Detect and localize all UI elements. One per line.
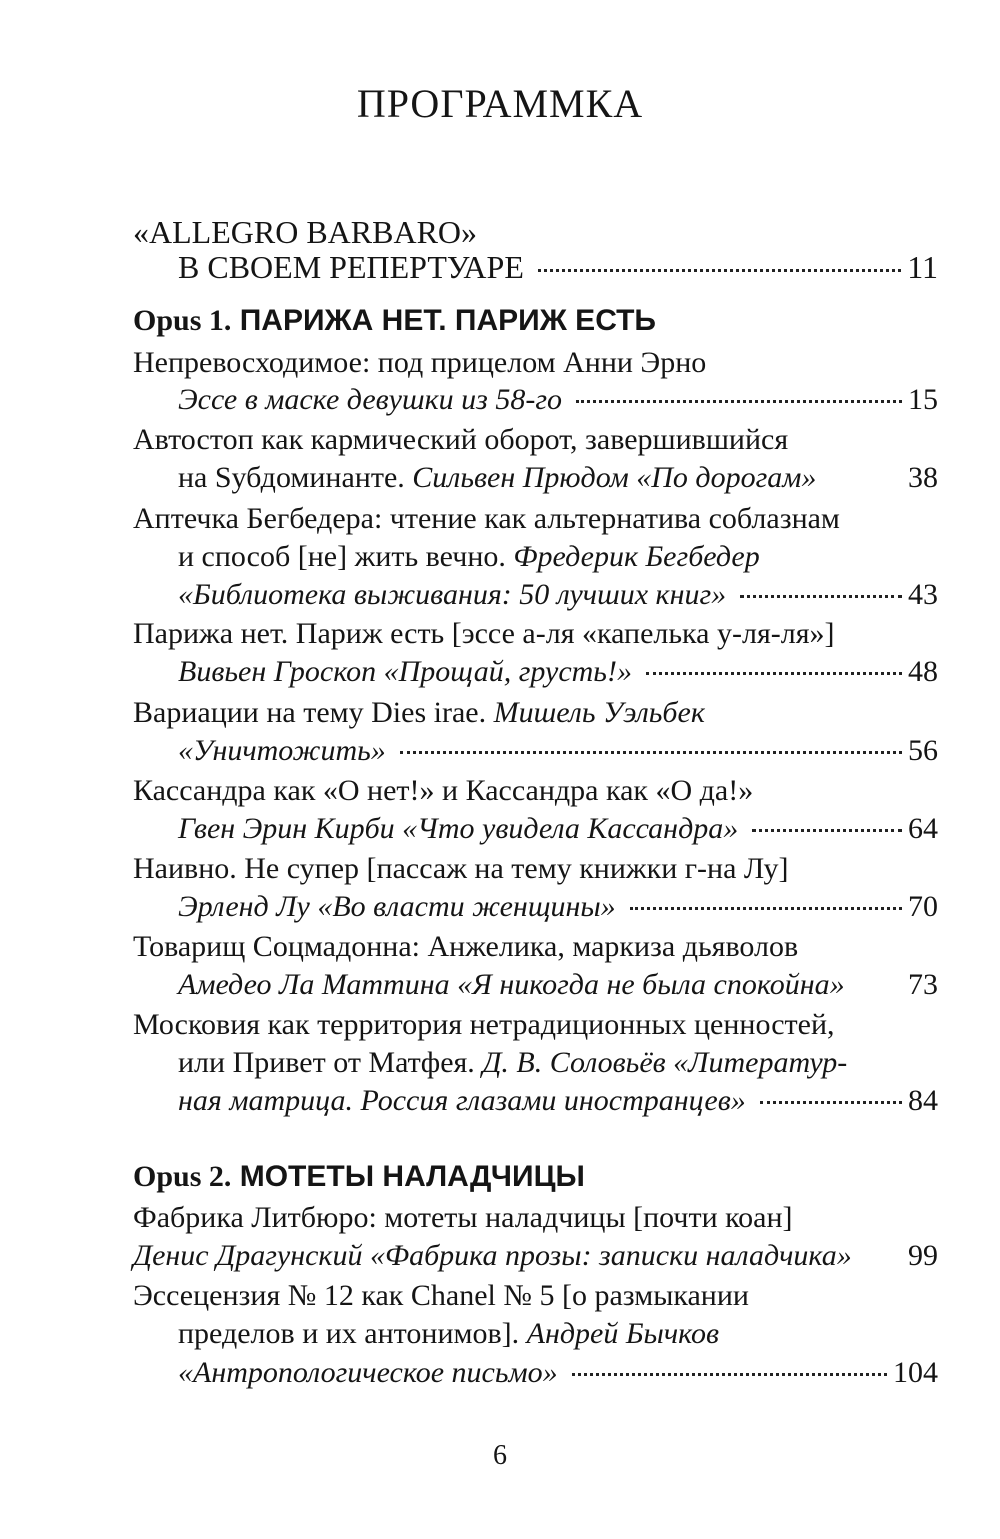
page-number: 99 [908,1239,938,1272]
entry-title-cont: или Привет от Матфея. [178,1046,475,1079]
page-number: 70 [908,890,938,923]
opus-1-heading [133,301,656,341]
toc-intro-line-2 [178,247,938,287]
toc-entry-line [178,380,938,420]
toc-entry-line [178,1353,938,1393]
toc-entry-line [178,652,938,692]
entry-author-work: Гвен Эрин Кирби «Что увидела Кассандра» [178,812,739,845]
toc-entry-line [133,771,938,811]
entry-work: ная матрица. Россия глазами иностранцев» [178,1084,746,1117]
entry-title: Кассандра как «О нет!» и Кассандра как «О да!» [133,774,754,807]
toc-entry-line [178,1043,938,1083]
page-number: 48 [908,655,938,688]
dot-leader [572,1373,887,1376]
opus-2-heading [133,1157,585,1197]
entry-title: Эссецензия № 12 как Chanel № 5 [о размыкании [133,1279,749,1312]
page-number: 84 [908,1084,938,1117]
toc-entry-line [178,1081,938,1121]
entry-title: Товарищ Соцмадонна: Анжелика, маркиза дьяволов [133,930,799,963]
entry-title: Вариации на тему Dies irae. [133,696,487,729]
toc-entry-line [133,614,938,654]
toc-entry-line [133,1236,938,1276]
toc-entry-line [178,731,938,771]
toc-entry-line [178,1314,938,1354]
page-number: 73 [908,968,938,1001]
entry-title-cont: и способ [не] жить вечно. [178,540,506,573]
entry-author-work: Эссе в маске девушки из 58-го [178,383,563,416]
toc-entry-line [178,458,938,498]
entry-author-work: Сильвен Прюдом «По дорогам» [412,461,817,494]
entry-title: Фабрика Литбюро: мотеты наладчицы [почти коан] [133,1201,793,1234]
opus-1-title: ПАРИЖА НЕТ. ПАРИЖ ЕСТЬ [239,304,656,337]
dot-leader [400,751,902,754]
opus-2-label: Opus 2. [133,1160,232,1193]
dot-leader [740,595,902,598]
page-folio-number: 6 [493,1440,507,1471]
toc-intro-title: «ALLEGRO BARBARO» [133,214,478,250]
entry-author: Мишель Уэльбек [493,696,705,729]
entry-title: Парижа нет. Париж есть [эссе а-ля «капелька у-ля-ля»] [133,617,835,650]
entry-title: Аптечка Бегбедера: чтение как альтернатива соблазнам [133,502,840,535]
entry-work: «Антропологическое письмо» [178,1356,558,1389]
entry-title-cont: на Sубдоминанте. [178,461,405,494]
toc-entry-line [133,499,938,539]
toc-entry-line [133,420,938,460]
opus-2-title: МОТЕТЫ НАЛАДЧИЦЫ [239,1160,585,1193]
toc-entry-line [178,537,938,577]
dot-leader [630,907,902,910]
dot-leader [752,829,902,832]
entry-title: Непревосходимое: под прицелом Анни Эрно [133,346,707,379]
entry-title: Московия как территория нетрадиционных ценностей, [133,1008,835,1041]
dot-leader [576,400,902,403]
entry-author-work: Денис Драгунский «Фабрика прозы: записки наладчика» [133,1239,852,1272]
toc-entry-line [133,1276,938,1316]
toc-entry-line [133,927,938,967]
page-number: 43 [908,578,938,611]
toc-entry-line [133,343,938,383]
toc-entry-line [133,693,938,733]
dot-leader [538,269,901,272]
entry-author-work: Вивьен Гроскоп «Прощай, грусть!» [178,655,632,688]
entry-work: «Библиотека выживания: 50 лучших книг» [178,578,727,611]
dot-leader [760,1101,902,1104]
entry-author-work: Амедео Ла Маттина «Я никогда не была спокойна» [178,968,845,1001]
entry-author: Фредерик Бегбедер [513,540,760,573]
entry-author-work: Эрленд Лу «Во власти женщины» [178,890,616,923]
toc-intro-subtitle: В СВОЕМ РЕПЕРТУАРЕ [178,249,524,285]
toc-entry-line [178,575,938,615]
toc-entry-line [133,849,938,889]
dot-leader [646,672,902,675]
toc-intro-line-1 [133,212,938,252]
page-number: 11 [907,249,938,285]
toc-entry-line [133,1198,938,1238]
page-number: 15 [908,383,938,416]
entry-title: Автостоп как кармический оборот, завершившийся [133,423,789,456]
entry-work: «Уничтожить» [178,734,386,767]
toc-entry-line [178,965,938,1005]
toc-entry-line [133,1005,938,1045]
page-number: 56 [908,734,938,767]
toc-entry-line [178,809,938,849]
page-title: ПРОГРАММКА [356,81,644,126]
opus-1-label: Opus 1. [133,304,232,337]
page-number: 104 [893,1356,938,1389]
toc-entry-line [178,887,938,927]
page-number: 38 [908,461,938,494]
page-number: 64 [908,812,938,845]
entry-author: Андрей Бычков [526,1317,720,1350]
entry-author-work: Д. В. Соловьёв «Литератур- [482,1046,848,1079]
entry-title: Наивно. Не супер [пассаж на тему книжки г-на Лу] [133,852,789,885]
entry-title-cont: пределов и их антонимов]. [178,1317,520,1350]
